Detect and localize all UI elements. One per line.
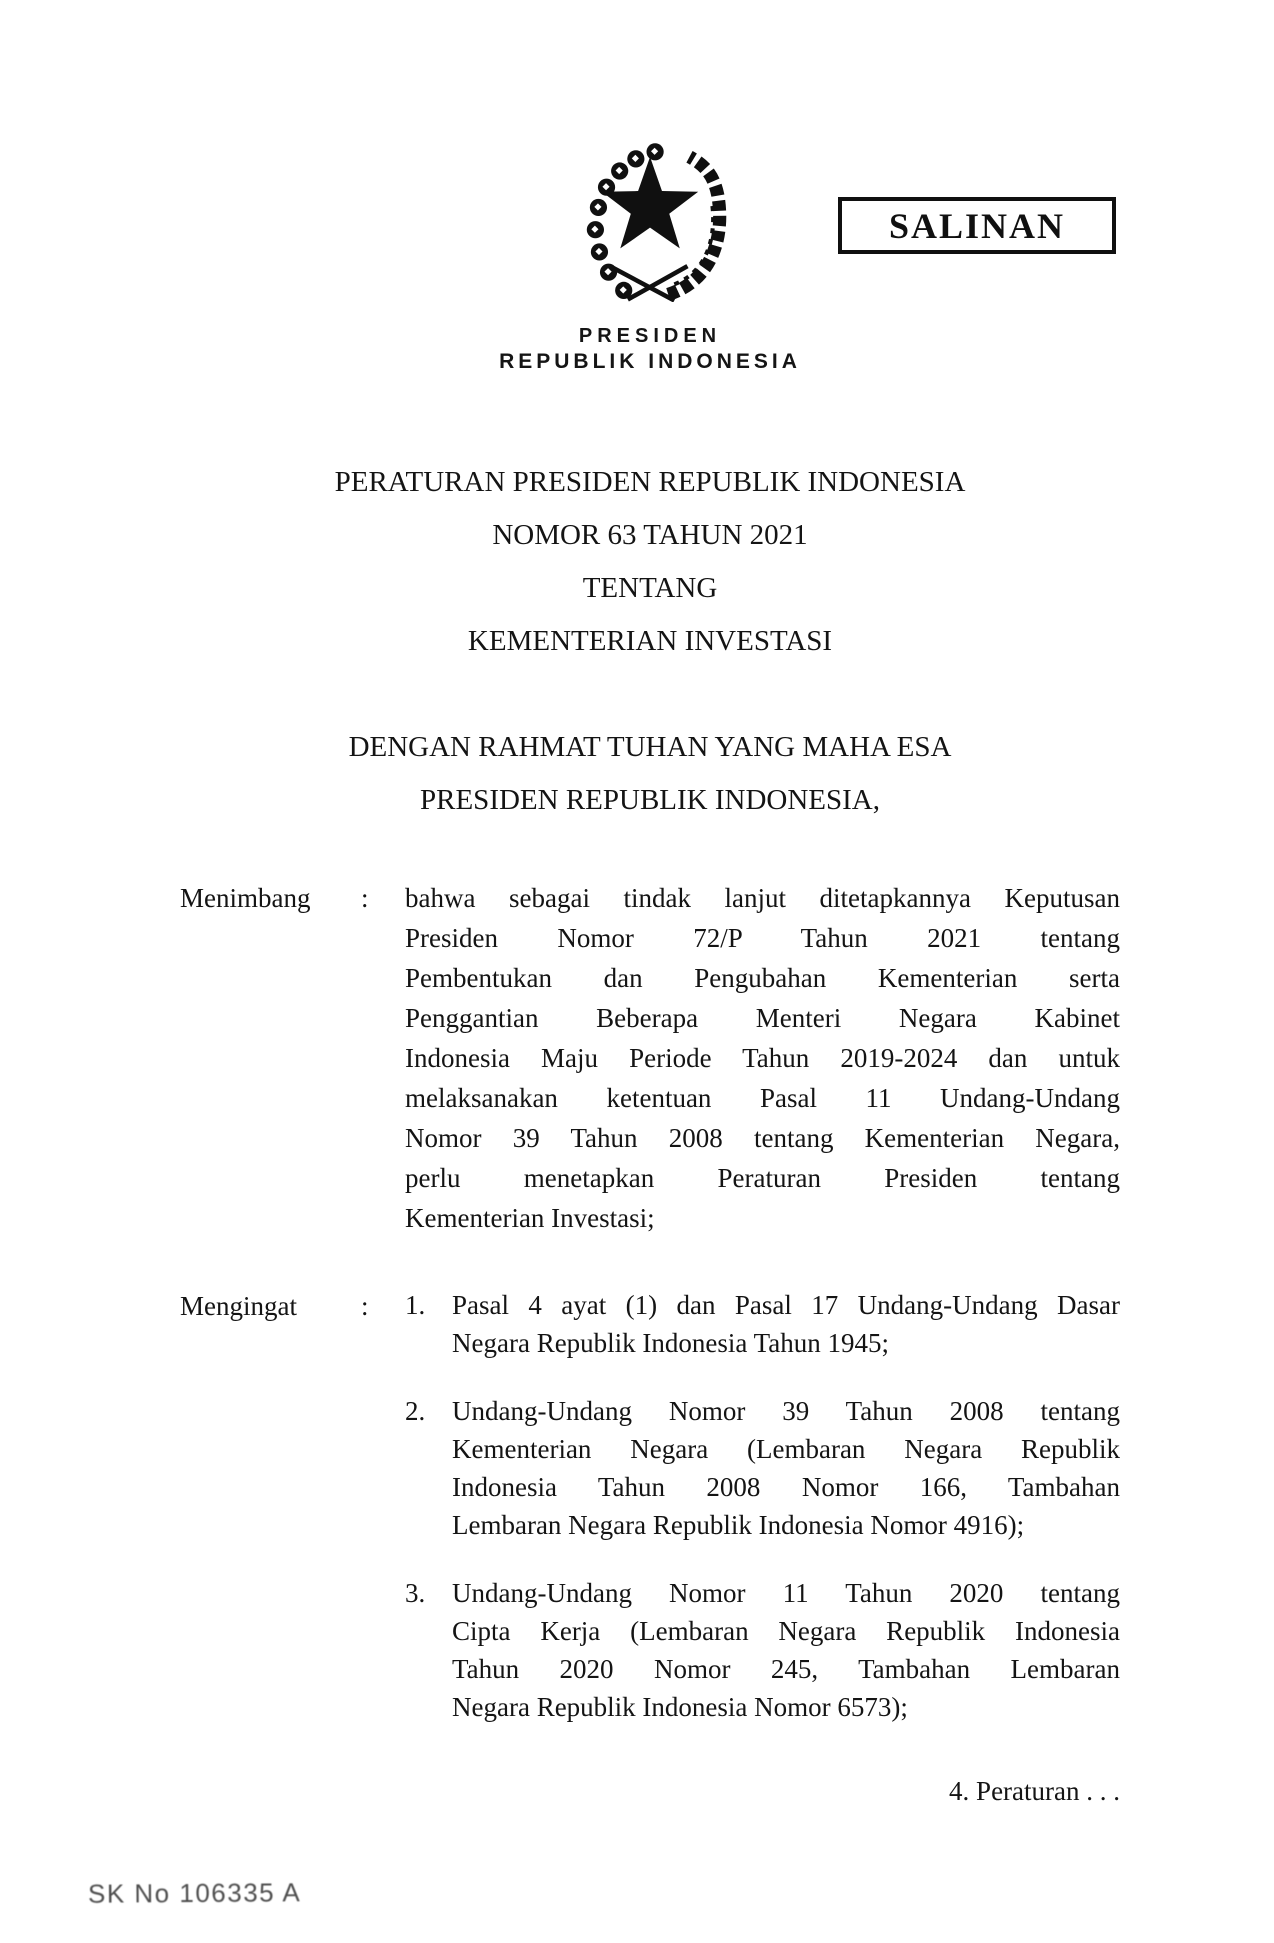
title-line-tentang: TENTANG [582, 572, 718, 604]
item-number: 2. [405, 1396, 426, 1426]
menimbang-colon: : [361, 883, 369, 913]
mengingat-colon: : [361, 1291, 369, 1321]
mengingat-label: Mengingat [180, 1291, 297, 1321]
legal-basis-item [405, 1574, 1120, 1726]
menimbang-body [405, 878, 1120, 1238]
item-number: 3. [405, 1578, 426, 1608]
title-line-peraturan: PERATURAN PRESIDEN REPUBLIK INDONESIA [334, 466, 966, 498]
text-line: Indonesia Maju Periode Tahun 2019-2024 dan untuk [405, 1043, 1120, 1073]
item-text [452, 1392, 1120, 1544]
invocation-line-1: DENGAN RAHMAT TUHAN YANG MAHA ESA [348, 731, 952, 763]
text-line: Kementerian Investasi; [405, 1203, 655, 1233]
menimbang-label: Menimbang [180, 883, 311, 913]
text-line: Tahun 2020 Nomor 245, Tambahan Lembaran [452, 1654, 1120, 1684]
footer-control-number: SK No 106335 A [87, 1877, 302, 1909]
text-line: Negara Republik Indonesia Nomor 6573); [452, 1692, 908, 1722]
text-line: Lembaran Negara Republik Indonesia Nomor 4916); [452, 1510, 1025, 1540]
title-line-nomor: NOMOR 63 TAHUN 2021 [492, 519, 808, 551]
menimbang-section [180, 878, 1120, 1238]
text-line: Undang-Undang Nomor 39 Tahun 2008 tentang [452, 1396, 1120, 1426]
text-line: Indonesia Tahun 2008 Nomor 166, Tambahan [452, 1472, 1120, 1502]
text-line: Pasal 4 ayat (1) dan Pasal 17 Undang-Undang Dasar [452, 1290, 1120, 1320]
text-line: Penggantian Beberapa Menteri Negara Kabinet [405, 1003, 1120, 1033]
text-line: Presiden Nomor 72/P Tahun 2021 tentang [405, 923, 1120, 953]
letterhead-republik-indonesia: REPUBLIK INDONESIA [499, 350, 801, 373]
item-text [452, 1574, 1120, 1726]
title-line-subject: KEMENTERIAN INVESTASI [467, 625, 833, 657]
invocation-line-2: PRESIDEN REPUBLIK INDONESIA, [420, 784, 880, 816]
text-line: Cipta Kerja (Lembaran Negara Republik Indonesia [452, 1616, 1120, 1646]
text-line: Negara Republik Indonesia Tahun 1945; [452, 1328, 890, 1358]
text-line: Pembentukan dan Pengubahan Kementerian serta [405, 963, 1120, 993]
salinan-stamp [838, 197, 1116, 254]
text-line: melaksanakan ketentuan Pasal 11 Undang-Undang [405, 1083, 1120, 1113]
presidential-seal-emblem [561, 124, 733, 302]
text-line: Nomor 39 Tahun 2008 tentang Kementerian Negara, [405, 1123, 1120, 1153]
text-line: bahwa sebagai tindak lanjut ditetapkannya Keputusan [405, 883, 1120, 913]
salinan-stamp-label: SALINAN [888, 205, 1066, 246]
letterhead-presiden: PRESIDEN [578, 325, 722, 347]
legal-basis-item [405, 1392, 1120, 1544]
regulation-title [180, 456, 1120, 668]
item-text [452, 1286, 1120, 1362]
text-line: Kementerian Negara (Lembaran Negara Republik [452, 1434, 1120, 1464]
mengingat-section [180, 1286, 1120, 1726]
letterhead [180, 323, 1120, 375]
legal-basis-item [405, 1286, 1120, 1362]
mengingat-list [405, 1286, 1120, 1726]
star-wreath-icon [561, 124, 733, 302]
catchword: 4. Peraturan . . . [949, 1776, 1120, 1806]
text-line: perlu menetapkan Peraturan Presiden tentang [405, 1163, 1120, 1193]
invocation [180, 721, 1120, 827]
item-number: 1. [405, 1290, 426, 1320]
text-line: Undang-Undang Nomor 11 Tahun 2020 tentang [452, 1578, 1120, 1608]
